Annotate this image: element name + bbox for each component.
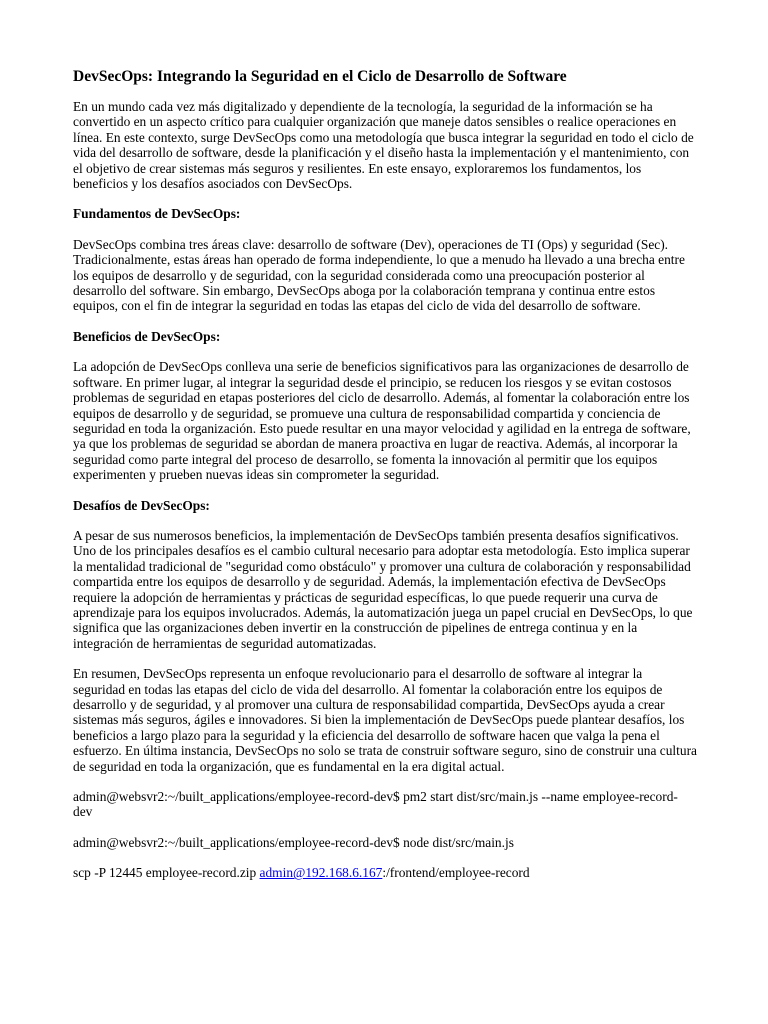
command-scp <box>73 865 697 880</box>
section-body-desafios: A pesar de sus numerosos beneficios, la implementación de DevSecOps también presenta desafíos significativos. Uno de los principales desafíos es el cambio cultural necesario para adoptar esta metodología. Esto implica superar la mentalidad tradicional de "seguridad como obstáculo" y promover una cultura de colaboración y responsabilidad compartida entre los equipos de desarrollo y de seguridad. Además, la implementación efectiva de DevSecOps requiere la adopción de herramientas y prácticas de seguridad específicas, lo que puede requerir una curva de aprendizaje para los equipos involucrados. Además, la automatización juega un papel crucial en DevSecOps, lo que significa que las organizaciones deben invertir en la construcción de pipelines de entrega continua y en la integración de herramientas de seguridad automatizadas. <box>73 527 693 651</box>
command-node-run: admin@websvr2:~/built_applications/employee-record-dev$ node dist/src/main.js <box>73 834 514 850</box>
intro-paragraph: En un mundo cada vez más digitalizado y dependiente de la tecnología, la seguridad de la información se ha convertido en un aspecto crítico para cualquier organización que maneje datos sensibles o realice operaciones en línea. En este contexto, surge DevSecOps como una metodología que busca integrar la seguridad en todo el ciclo de vida del desarrollo de software, desde la planificación y el diseño hasta la implementación y el mantenimiento, con el objetivo de crear sistemas más seguros y resilientes. En este ensayo, exploraremos los fundamentos, los beneficios y los desafíos asociados con DevSecOps. <box>73 99 694 192</box>
section-heading-beneficios: Beneficios de DevSecOps: <box>73 328 221 344</box>
document-page <box>73 66 697 896</box>
section-body-beneficios: La adopción de DevSecOps conlleva una serie de beneficios significativos para las organizaciones de desarrollo de software. En primer lugar, al integrar la seguridad desde el principio, se reducen los riesgos y se evitan costosos problemas de seguridad en etapas posteriores del ciclo de desarrollo. Además, al fomentar la colaboración entre los equipos de desarrollo y de seguridad, se promueve una cultura de responsabilidad compartida y conciencia de seguridad en toda la organización. Esto puede resultar en una mayor velocidad y agilidad en la entrega de software, ya que los problemas de seguridad se abordan de manera proactiva en lugar de reactiva. Además, al incorporar la seguridad como parte integral del proceso de desarrollo, se fomenta la innovación al permitir que los equipos experimenten y prueben nuevas ideas sin comprometer la seguridad. <box>73 359 691 483</box>
scp-suffix: :/frontend/employee-record <box>382 865 530 881</box>
document-title: DevSecOps: Integrando la Seguridad en el Ciclo de Desarrollo de Software <box>73 68 567 85</box>
conclusion-paragraph: En resumen, DevSecOps representa un enfoque revolucionario para el desarrollo de software al integrar la seguridad en todas las etapas del ciclo de vida del desarrollo. Al fomentar la colaboración entre los equipos de desarrollo y de seguridad, y al promover una cultura de responsabilidad compartida, DevSecOps ayuda a crear sistemas más seguros, ágiles e innovadores. Si bien la implementación de DevSecOps puede plantear desafíos, los beneficios a largo plazo para la seguridad y la eficiencia del desarrollo de software hacen que valga la pena el esfuerzo. En última instancia, DevSecOps no solo se trata de construir software seguro, sino de construir una cultura de seguridad en toda la organización, que es fundamental en la era digital actual. <box>73 666 697 774</box>
scp-prefix: scp -P 12445 employee-record.zip <box>73 865 260 881</box>
section-heading-fundamentos: Fundamentos de DevSecOps: <box>73 206 241 222</box>
section-heading-desafios: Desafíos de DevSecOps: <box>73 497 210 513</box>
section-body-fundamentos: DevSecOps combina tres áreas clave: desarrollo de software (Dev), operaciones de TI (Ops) y seguridad (Sec). Tradicionalmente, estas áreas han operado de forma independiente, lo que a menudo ha llevado a una brecha entre los equipos de desarrollo y de seguridad, con la seguridad considerada como una preocupación posterior al desarrollo del software. Sin embargo, DevSecOps aboga por la colaboración temprana y continua entre estos equipos, con el fin de integrar la seguridad en todas las etapas del ciclo de vida del desarrollo de software. <box>73 236 685 314</box>
email-link[interactable]: admin@192.168.6.167 <box>259 865 383 881</box>
command-pm2-start: admin@websvr2:~/built_applications/employee-record-dev$ pm2 start dist/src/main.js --name employee-record-dev <box>73 789 678 820</box>
